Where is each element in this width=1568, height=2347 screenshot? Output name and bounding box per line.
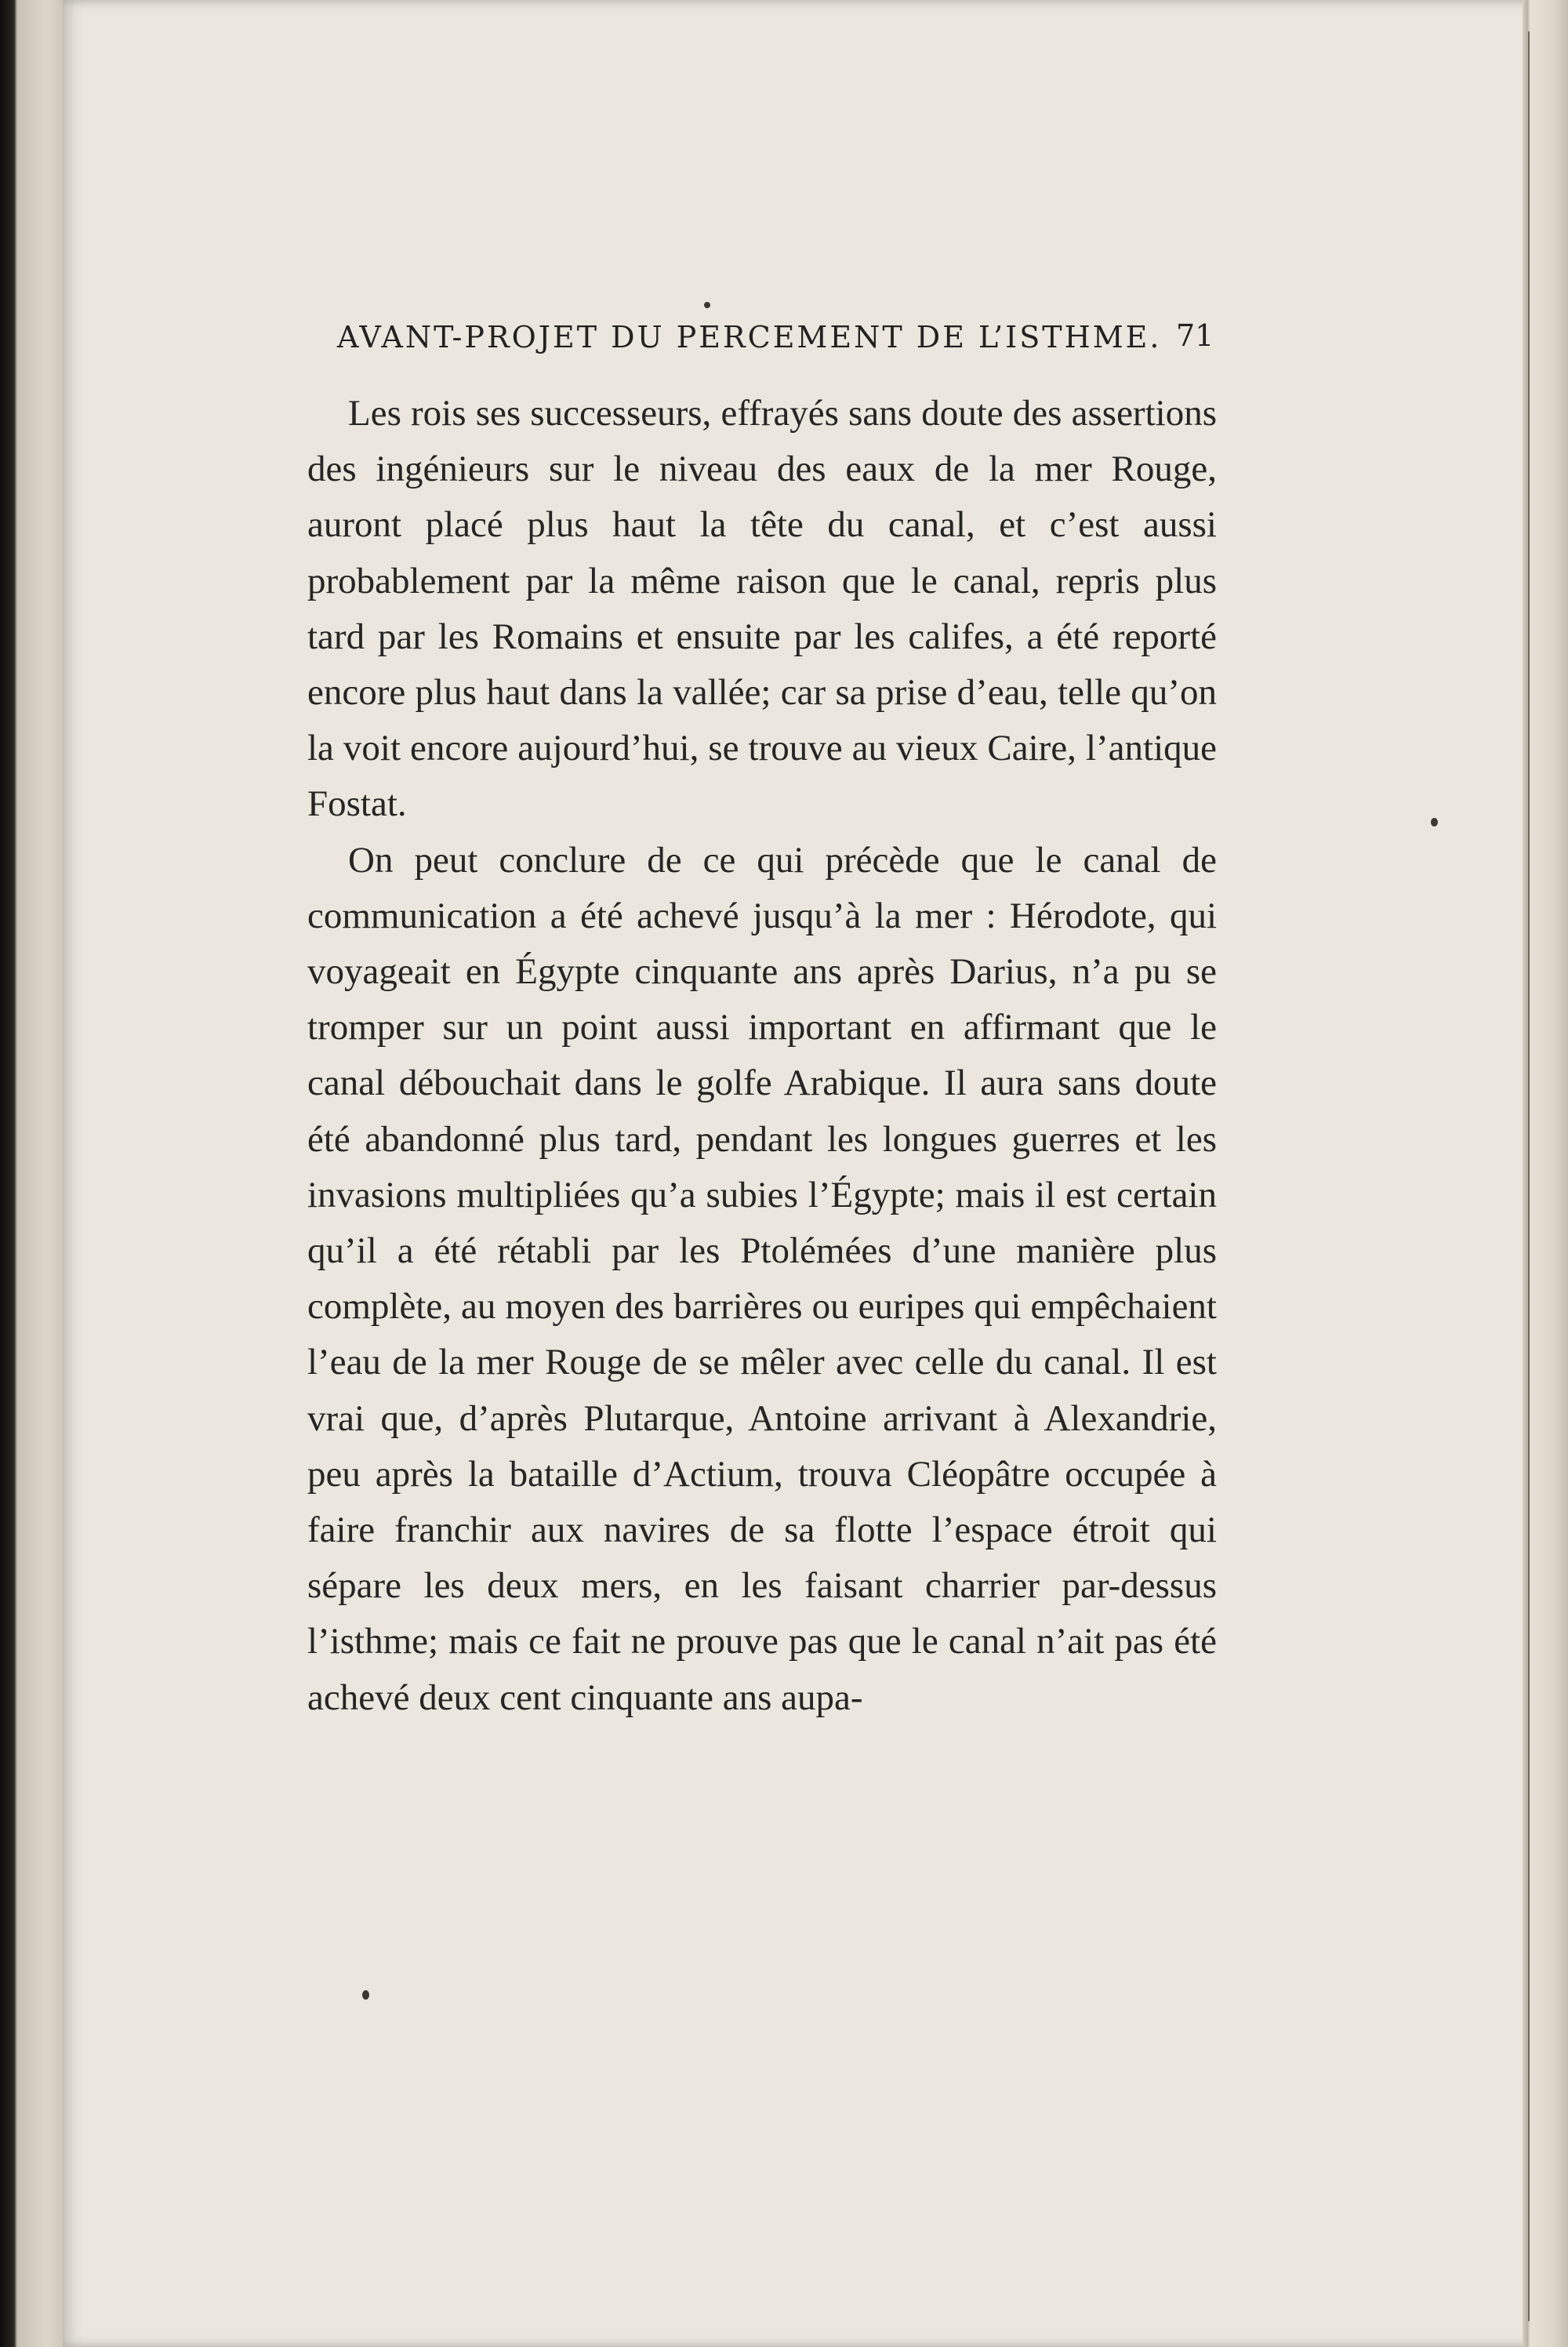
ink-speck-top — [704, 302, 710, 308]
paragraph-2: On peut conclure de ce qui précède que le canal de communication a été achevé jusqu’à la mer : Hérodote, qui voyageait en Égypte cinquante ans après Darius, n’a pu se tromper sur un point aussi important en affirmant que le canal débouchait dans le golfe Arabique. Il aura sans doute été abandonné plus tard, pendant les longues guerres et les invasions multipliées qu’a subies l’Égypte; mais il est certain qu’il a été rétabli par les Ptolémées d’une manière plus complète, au moyen des barrières ou euripes qui empêchaient l’eau de la mer Rouge de se mêler avec celle du canal. Il est vrai que, d’après Plutarque, Antoine arrivant à Alexandrie, peu après la bataille d’Actium, trouva Cléopâtre occupée à faire franchir aux navires de sa flotte l’espace étroit qui sépare les deux mers, en les faisant charrier par-dessus l’isthme; mais ce fait ne prouve pas que le canal n’ait pas été achevé deux cent cinquante ans aupa- — [307, 839, 1217, 1718]
page-number: 71 — [1176, 318, 1214, 353]
ink-speck-right — [1431, 818, 1438, 827]
paragraph-1: Les rois ses successeurs, effrayés sans doute des assertions des ingénieurs sur le niveau des eaux de la mer Rouge, auront placé plus haut la tête du canal, et c’est aussi probablement par la même raison que le canal, repris plus tard par les Romains et ensuite par les califes, a été reporté encore plus haut dans la vallée; car sa prise d’eau, telle qu’on la voit encore aujourd’hui, se trouve au vieux Caire, l’antique Fostat. — [307, 393, 1217, 825]
running-header: AVANT-PROJET DU PERCEMENT DE L’ISTHME. — [337, 320, 1162, 354]
body-text — [307, 386, 1217, 1726]
ink-speck-bottom — [362, 1990, 369, 2000]
left-page-edge — [0, 0, 63, 2347]
page-edge-line — [1528, 31, 1530, 2321]
